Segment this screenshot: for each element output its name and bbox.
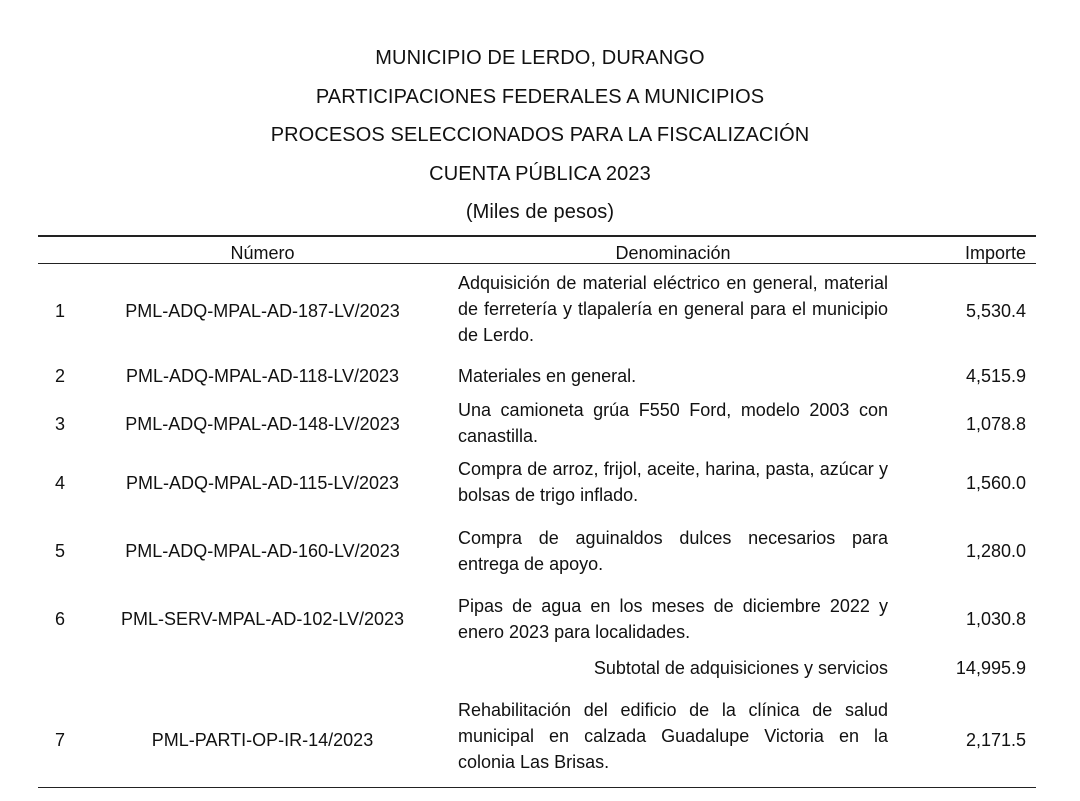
row-description: Compra de arroz, frijol, aceite, harina, pasta, azúcar y bolsas de trigo inflado. <box>458 459 888 505</box>
row-description: Compra de aguinaldos dulces necesarios para entrega de apoyo. <box>458 528 888 574</box>
row-code: PML-ADQ-MPAL-AD-187-LV/2023 <box>125 301 400 321</box>
table-bottom-rule <box>38 787 1036 788</box>
row-amount: 5,530.4 <box>965 301 1026 321</box>
row-amount: 1,560.0 <box>965 473 1026 493</box>
col-header-denominacion: Denominación <box>615 243 731 263</box>
title-municipio: MUNICIPIO DE LERDO, DURANGO <box>375 47 705 69</box>
row-description: Adquisición de material eléctrico en general, material de ferretería y tlapalería en general para el municipio de Lerdo. <box>458 273 888 345</box>
row-code: PML-ADQ-MPAL-AD-118-LV/2023 <box>125 366 400 386</box>
row-number: 1 <box>54 301 65 321</box>
row-code: PML-ADQ-MPAL-AD-148-LV/2023 <box>125 414 400 434</box>
row-number: 7 <box>54 730 65 750</box>
row-code: PML-ADQ-MPAL-AD-115-LV/2023 <box>125 473 400 493</box>
row-amount: 1,078.8 <box>965 414 1026 434</box>
row-amount: 4,515.9 <box>965 366 1026 386</box>
row-amount: 1,280.0 <box>965 541 1026 561</box>
row-number: 5 <box>54 541 65 561</box>
row-number: 2 <box>54 366 65 386</box>
title-participaciones: PARTICIPACIONES FEDERALES A MUNICIPIOS <box>315 86 765 108</box>
row-code: PML-SERV-MPAL-AD-102-LV/2023 <box>120 609 405 629</box>
title-units: (Miles de pesos) <box>465 201 615 223</box>
table-top-rule <box>38 235 1036 237</box>
row-number: 4 <box>54 473 65 493</box>
col-header-importe: Importe <box>964 243 1026 263</box>
row-code: PML-PARTI-OP-IR-14/2023 <box>151 730 374 750</box>
subtotal-amount: 14,995.9 <box>955 658 1026 678</box>
title-procesos: PROCESOS SELECCIONADOS PARA LA FISCALIZACIÓN <box>270 124 810 146</box>
subtotal-label: Subtotal de adquisiciones y servicios <box>593 658 888 678</box>
row-amount: 1,030.8 <box>965 609 1026 629</box>
table-header-rule <box>38 263 1036 264</box>
title-cuenta-publica: CUENTA PÚBLICA 2023 <box>429 163 651 185</box>
row-description: Materiales en general. <box>458 366 637 386</box>
row-number: 3 <box>54 414 65 434</box>
row-description: Rehabilitación del edificio de la clínica de salud municipal en calzada Guadalupe Victoria en la colonia Las Brisas. <box>458 700 888 772</box>
row-amount: 2,171.5 <box>965 730 1026 750</box>
row-description: Pipas de agua en los meses de diciembre 2022 y enero 2023 para localidades. <box>458 596 888 642</box>
row-number: 6 <box>54 609 65 629</box>
col-header-numero: Número <box>230 243 295 263</box>
row-code: PML-ADQ-MPAL-AD-160-LV/2023 <box>125 541 400 561</box>
row-description: Una camioneta grúa F550 Ford, modelo 2003 con canastilla. <box>458 400 888 446</box>
